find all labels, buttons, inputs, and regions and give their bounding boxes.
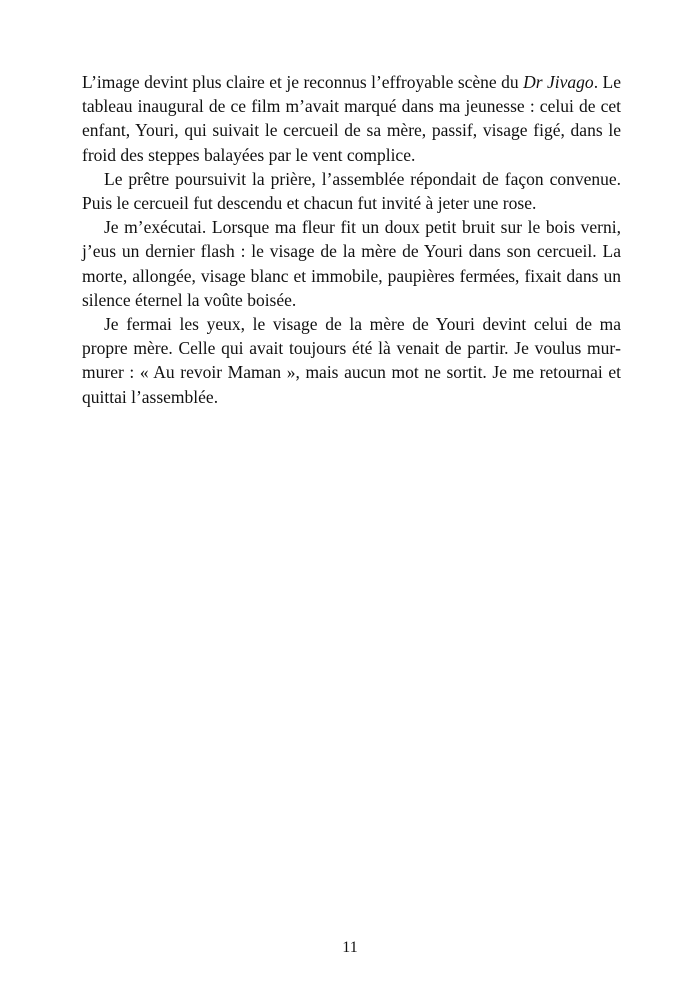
paragraph-4: Je fermai les yeux, le visage de la mère de Youri devint celui de ma propre mère. Celle qui avait toujours été là venait de partir. Je voulus murmurer : « Au revoir Maman », mais aucun mot ne sortit. Je me retournai et quittai l’assemblée. [82,314,621,407]
paragraph-3: Je m’exécutai. Lorsque ma fleur fit un doux petit bruit sur le bois verni, j’eus un dernier flash : le visage de la mère de Youri dans son cercueil. La morte, allongée, visage blanc et immobile, paupières fermées, fixait dans un silence éternel la voûte boisée. [82,217,621,310]
paragraph-1 [82,70,621,167]
paragraph-2: Le prêtre poursuivit la prière, l’assemblée répondait de façon convenue. Puis le cercueil fut descendu et chacun fut invité à jeter une rose. [82,168,621,214]
paragraph-1-start: L’image devint plus claire et je reconnus l’effroyable scène du [82,72,524,92]
film-title: Dr Jivago [523,72,594,92]
paragraph-1-end: . Le tableau inaugural de ce film m’avait marqué dans ma jeunesse : celui de cet enfant, Youri, qui suivait le cercueil de sa mère, passif, visage figé, dans le froid des steppes balayées par le vent complice. [82,72,621,165]
body-text [82,70,621,409]
page-number: 11 [342,939,358,956]
